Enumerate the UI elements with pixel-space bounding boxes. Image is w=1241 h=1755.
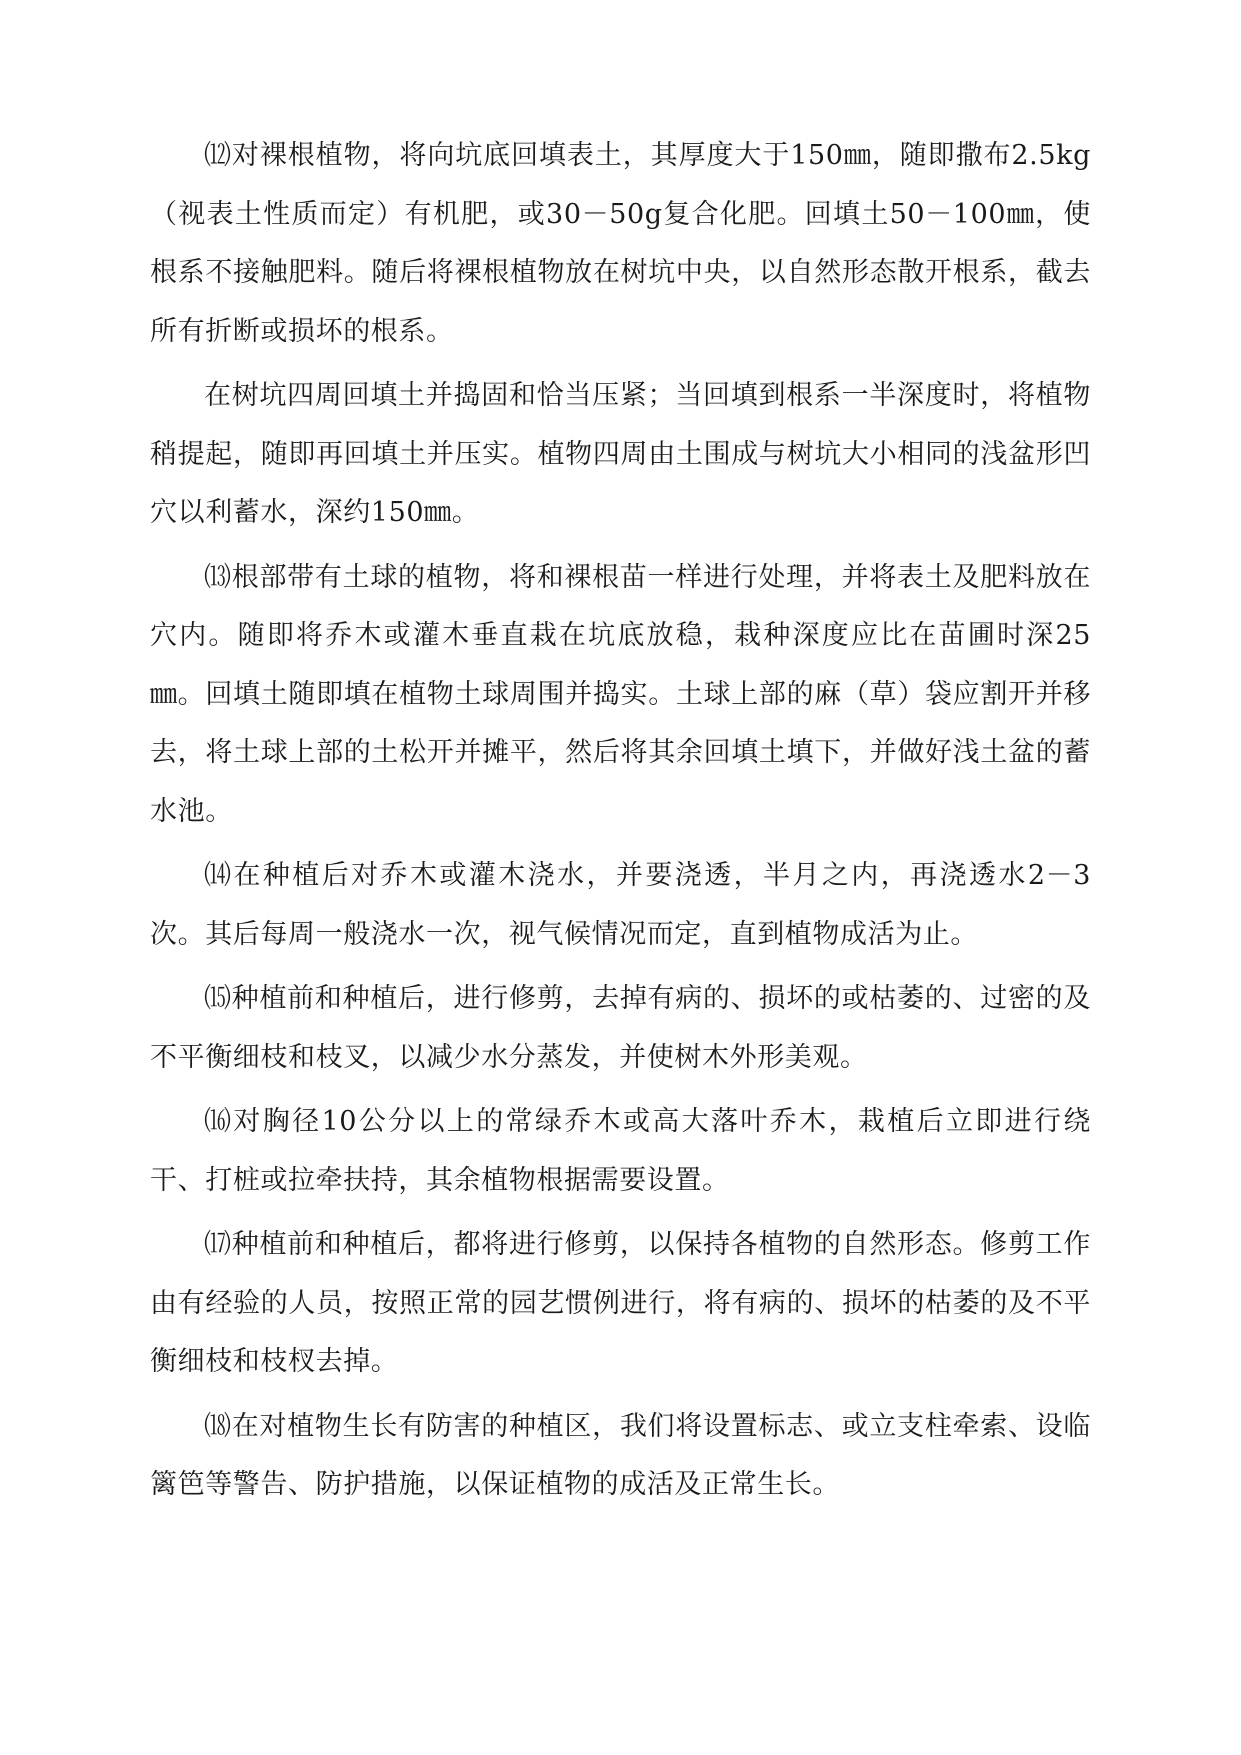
paragraph-backfill: 在树坑四周回填土并捣固和恰当压紧；当回填到根系一半深度时，将植物稍提起，随即再回填土并压实。植物四周由土围成与树坑大小相同的浅盆形凹穴以利蓄水，深约150㎜。 [150, 380, 1091, 528]
paragraph-protection-measures: ⒅在对植物生长有防害的种植区，我们将设置标志、或立支柱牵索、设临篱笆等警告、防护措施，以保证植物的成活及正常生长。 [150, 1410, 1091, 1500]
paragraph-watering: ⒁在种植后对乔木或灌木浇水，并要浇透，半月之内，再浇透水2－3次。其后每周一般浇水一次，视气候情况而定，直到植物成活为止。 [150, 860, 1091, 950]
paragraph-natural-form-pruning: ⒄种植前和种植后，都将进行修剪，以保持各植物的自然形态。修剪工作由有经验的人员，按照正常的园艺惯例进行，将有病的、损坏的枯萎的及不平衡细枝和枝杈去掉。 [150, 1229, 1091, 1377]
paragraph-root-ball-planting: ⒀根部带有土球的植物，将和裸根苗一样进行处理，并将表土及肥料放在穴内。随即将乔木或灌木垂直栽在坑底放稳，栽种深度应比在苗圃时深25㎜。回填土随即填在植物土球周围并捣实。土球上部的麻（草）袋应割开并移去，将土球上部的土松开并摊平，然后将其余回填土填下，并做好浅土盆的蓄水池。 [150, 561, 1091, 827]
paragraph-pruning: ⒂种植前和种植后，进行修剪，去掉有病的、损坏的或枯萎的、过密的及不平衡细枝和枝叉，以减少水分蒸发，并使树木外形美观。 [150, 983, 1091, 1073]
paragraph-bare-root-planting: ⑿对裸根植物，将向坑底回填表土，其厚度大于150㎜，随即撒布2.5kg（视表土性质而定）有机肥，或30－50g复合化肥。回填土50－100㎜，使根系不接触肥料。随后将裸根植物放在树坑中央，以自然形态散开根系，截去所有折断或损坏的根系。 [150, 140, 1091, 347]
document-body [150, 127, 1091, 1521]
paragraph-staking: ⒃对胸径10公分以上的常绿乔木或高大落叶乔木，栽植后立即进行绕干、打桩或拉牵扶持，其余植物根据需要设置。 [150, 1106, 1091, 1196]
